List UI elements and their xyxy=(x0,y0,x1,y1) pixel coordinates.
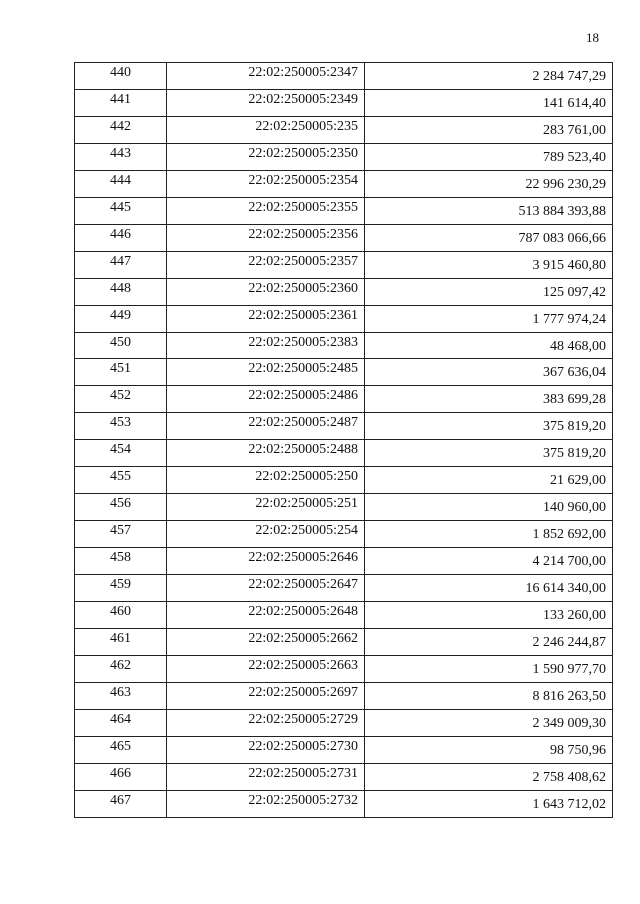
row-number-cell: 455 xyxy=(75,467,167,493)
cadastral-value-cell: 16 614 340,00 xyxy=(365,575,613,601)
cadastral-value-cell: 1 590 977,70 xyxy=(365,656,613,682)
row-number-cell: 446 xyxy=(75,225,167,251)
table-row xyxy=(75,117,613,144)
row-number-cell: 443 xyxy=(75,144,167,170)
cadastral-value-cell: 375 819,20 xyxy=(365,413,613,439)
cadastral-value-cell: 283 761,00 xyxy=(365,117,613,143)
cadastral-value-cell: 1 777 974,24 xyxy=(365,306,613,332)
cadastral-number-cell: 22:02:250005:2360 xyxy=(167,279,365,305)
row-number-cell: 459 xyxy=(75,575,167,601)
table-row xyxy=(75,467,613,494)
row-number-cell: 440 xyxy=(75,63,167,89)
row-number-cell: 467 xyxy=(75,791,167,817)
cadastral-number-cell: 22:02:250005:2350 xyxy=(167,144,365,170)
cadastral-value-cell: 383 699,28 xyxy=(365,386,613,412)
table-row xyxy=(75,710,613,737)
cadastral-number-cell: 22:02:250005:2647 xyxy=(167,575,365,601)
row-number-cell: 462 xyxy=(75,656,167,682)
table-row xyxy=(75,359,613,386)
cadastral-value-cell: 141 614,40 xyxy=(365,90,613,116)
cadastral-value-cell: 513 884 393,88 xyxy=(365,198,613,224)
cadastral-value-cell: 48 468,00 xyxy=(365,333,613,359)
table-row xyxy=(75,306,613,333)
cadastral-value-cell: 8 816 263,50 xyxy=(365,683,613,709)
row-number-cell: 441 xyxy=(75,90,167,116)
cadastral-value-cell: 22 996 230,29 xyxy=(365,171,613,197)
table-row xyxy=(75,198,613,225)
row-number-cell: 456 xyxy=(75,494,167,520)
row-number-cell: 460 xyxy=(75,602,167,628)
table-row xyxy=(75,548,613,575)
table-row xyxy=(75,144,613,171)
cadastral-number-cell: 22:02:250005:2648 xyxy=(167,602,365,628)
row-number-cell: 444 xyxy=(75,171,167,197)
cadastral-value-cell: 133 260,00 xyxy=(365,602,613,628)
cadastral-number-cell: 22:02:250005:254 xyxy=(167,521,365,547)
table-row xyxy=(75,63,613,90)
cadastral-value-cell: 1 643 712,02 xyxy=(365,791,613,817)
cadastral-value-cell: 98 750,96 xyxy=(365,737,613,763)
table-row xyxy=(75,764,613,791)
cadastral-number-cell: 22:02:250005:2349 xyxy=(167,90,365,116)
cadastral-number-cell: 22:02:250005:2357 xyxy=(167,252,365,278)
cadastral-value-cell: 2 349 009,30 xyxy=(365,710,613,736)
cadastral-number-cell: 22:02:250005:2488 xyxy=(167,440,365,466)
row-number-cell: 458 xyxy=(75,548,167,574)
row-number-cell: 465 xyxy=(75,737,167,763)
row-number-cell: 442 xyxy=(75,117,167,143)
cadastral-number-cell: 22:02:250005:2383 xyxy=(167,333,365,359)
row-number-cell: 449 xyxy=(75,306,167,332)
cadastral-number-cell: 22:02:250005:2356 xyxy=(167,225,365,251)
cadastral-number-cell: 22:02:250005:2731 xyxy=(167,764,365,790)
row-number-cell: 466 xyxy=(75,764,167,790)
row-number-cell: 450 xyxy=(75,333,167,359)
table-row xyxy=(75,656,613,683)
cadastral-number-cell: 22:02:250005:2730 xyxy=(167,737,365,763)
table-row xyxy=(75,494,613,521)
row-number-cell: 445 xyxy=(75,198,167,224)
cadastral-value-cell: 1 852 692,00 xyxy=(365,521,613,547)
table-row xyxy=(75,440,613,467)
table-row xyxy=(75,171,613,198)
row-number-cell: 463 xyxy=(75,683,167,709)
table-row xyxy=(75,575,613,602)
row-number-cell: 451 xyxy=(75,359,167,385)
cadastral-number-cell: 22:02:250005:2361 xyxy=(167,306,365,332)
table-row xyxy=(75,225,613,252)
row-number-cell: 448 xyxy=(75,279,167,305)
table-row xyxy=(75,791,613,818)
cadastral-number-cell: 22:02:250005:2486 xyxy=(167,386,365,412)
cadastral-value-cell: 789 523,40 xyxy=(365,144,613,170)
cadastral-value-cell: 140 960,00 xyxy=(365,494,613,520)
cadastral-number-cell: 22:02:250005:2347 xyxy=(167,63,365,89)
row-number-cell: 457 xyxy=(75,521,167,547)
row-number-cell: 464 xyxy=(75,710,167,736)
cadastral-number-cell: 22:02:250005:2487 xyxy=(167,413,365,439)
row-number-cell: 454 xyxy=(75,440,167,466)
cadastral-value-cell: 2 758 408,62 xyxy=(365,764,613,790)
page-number: 18 xyxy=(586,30,599,45)
table-row xyxy=(75,279,613,306)
cadastral-number-cell: 22:02:250005:2697 xyxy=(167,683,365,709)
cadastral-number-cell: 22:02:250005:2354 xyxy=(167,171,365,197)
cadastral-number-cell: 22:02:250005:235 xyxy=(167,117,365,143)
cadastral-value-cell: 125 097,42 xyxy=(365,279,613,305)
row-number-cell: 453 xyxy=(75,413,167,439)
cadastral-number-cell: 22:02:250005:2729 xyxy=(167,710,365,736)
cadastral-value-cell: 3 915 460,80 xyxy=(365,252,613,278)
cadastral-value-cell: 367 636,04 xyxy=(365,359,613,385)
cadastral-value-cell: 375 819,20 xyxy=(365,440,613,466)
cadastral-value-cell: 787 083 066,66 xyxy=(365,225,613,251)
table-row xyxy=(75,737,613,764)
row-number-cell: 447 xyxy=(75,252,167,278)
cadastral-number-cell: 22:02:250005:2646 xyxy=(167,548,365,574)
table-row xyxy=(75,333,613,360)
cadastral-value-cell: 4 214 700,00 xyxy=(365,548,613,574)
cadastral-value-cell: 2 284 747,29 xyxy=(365,63,613,89)
cadastral-number-cell: 22:02:250005:2663 xyxy=(167,656,365,682)
cadastral-number-cell: 22:02:250005:2732 xyxy=(167,791,365,817)
table-row xyxy=(75,683,613,710)
cadastral-number-cell: 22:02:250005:251 xyxy=(167,494,365,520)
table-row xyxy=(75,629,613,656)
cadastral-number-cell: 22:02:250005:2485 xyxy=(167,359,365,385)
cadastral-number-cell: 22:02:250005:250 xyxy=(167,467,365,493)
row-number-cell: 452 xyxy=(75,386,167,412)
table-row xyxy=(75,413,613,440)
cadastral-value-table xyxy=(74,62,613,818)
row-number-cell: 461 xyxy=(75,629,167,655)
table-row xyxy=(75,602,613,629)
cadastral-value-cell: 2 246 244,87 xyxy=(365,629,613,655)
table-row xyxy=(75,386,613,413)
cadastral-number-cell: 22:02:250005:2662 xyxy=(167,629,365,655)
cadastral-value-cell: 21 629,00 xyxy=(365,467,613,493)
table-row xyxy=(75,521,613,548)
cadastral-number-cell: 22:02:250005:2355 xyxy=(167,198,365,224)
table-row xyxy=(75,252,613,279)
table-row xyxy=(75,90,613,117)
